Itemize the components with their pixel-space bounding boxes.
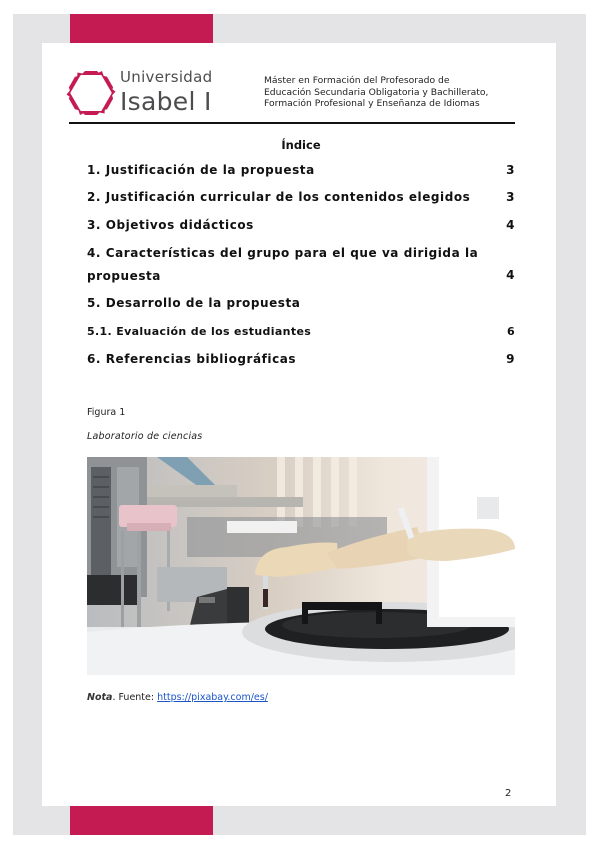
toc-entry-label: 6. Referencias bibliográficas xyxy=(87,352,297,366)
toc-entry[interactable] xyxy=(87,352,515,366)
toc-entry[interactable] xyxy=(87,296,515,310)
toc-entry-label: 1. Justificación de la propuesta xyxy=(87,163,315,177)
university-wordmark xyxy=(120,70,212,114)
toc-subentry[interactable] xyxy=(87,325,515,338)
toc-entry[interactable] xyxy=(87,190,515,204)
laboratory-photo xyxy=(87,457,515,675)
laboratory-photo-illustration xyxy=(87,457,515,675)
note-text: . Fuente: xyxy=(112,692,158,703)
toc-title: Índice xyxy=(281,138,321,152)
program-line: Máster en Formación del Profesorado de xyxy=(264,75,450,86)
toc-entry-label: 2. Justificación curricular de los contenidos elegidos xyxy=(87,190,471,204)
toc-entry-page: 3 xyxy=(506,190,515,204)
header-divider xyxy=(69,122,515,124)
program-line: Formación Profesional y Enseñanza de Idiomas xyxy=(264,98,480,109)
logo-line-2: Isabel I xyxy=(120,87,212,116)
figure-caption: Laboratorio de ciencias xyxy=(87,431,203,442)
toc-entry[interactable] xyxy=(87,163,515,177)
toc-entry-page: 9 xyxy=(506,352,515,366)
toc-entry-label: 3. Objetivos didácticos xyxy=(87,218,254,232)
note-label: Nota xyxy=(87,692,113,703)
figure-note xyxy=(87,692,268,703)
toc-entry-page: 6 xyxy=(506,325,515,338)
university-logo-icon xyxy=(66,68,116,118)
toc-entry-label: 5. Desarrollo de la propuesta xyxy=(87,296,301,310)
toc-entry-page: 3 xyxy=(506,163,515,177)
toc-entry-page: 4 xyxy=(506,218,515,232)
program-line: Educación Secundaria Obligatoria y Bachillerato, xyxy=(264,86,489,98)
page-number: 2 xyxy=(505,788,512,799)
figure-label: Figura 1 xyxy=(87,407,126,418)
program-title xyxy=(264,75,524,110)
bottom-brand-band xyxy=(70,806,213,835)
logo-line-1: Universidad xyxy=(120,68,213,86)
toc-entry-page: 4 xyxy=(506,268,515,282)
toc-entry[interactable] xyxy=(87,246,515,283)
toc-entry-label-continued: propuesta xyxy=(87,269,161,283)
top-brand-band xyxy=(70,14,213,43)
toc-entry[interactable] xyxy=(87,218,515,232)
source-link[interactable]: https://pixabay.com/es/ xyxy=(157,692,268,703)
toc-entry-label: 4. Características del grupo para el que va dirigida la xyxy=(87,246,479,260)
toc-entry-label: 5.1. Evaluación de los estudiantes xyxy=(87,325,312,338)
